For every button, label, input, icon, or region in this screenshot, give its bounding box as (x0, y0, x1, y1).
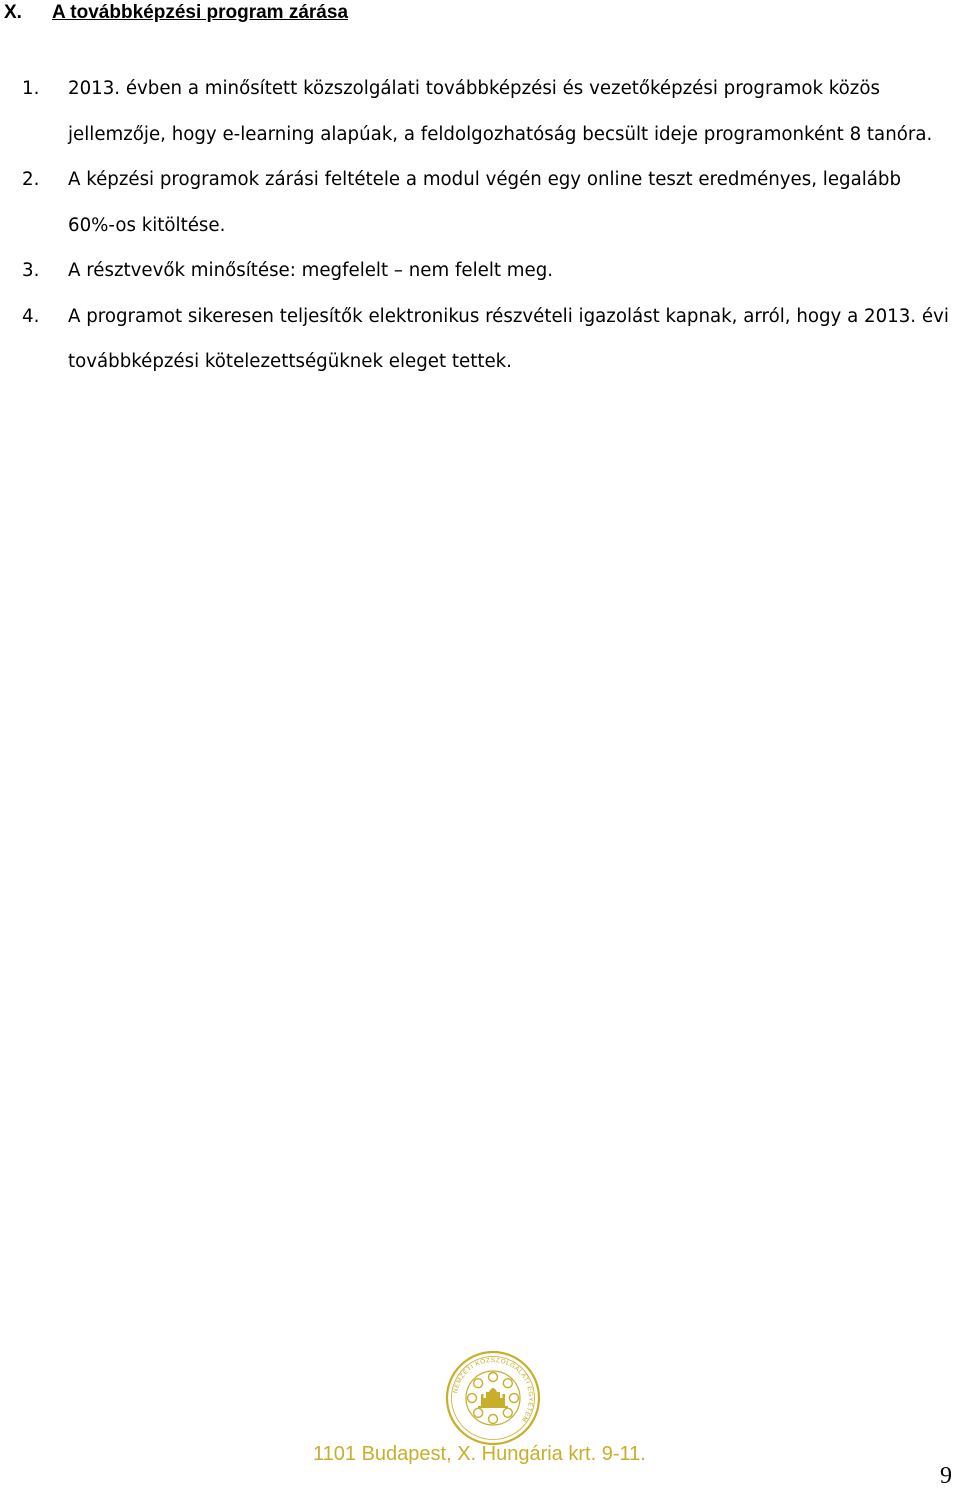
list-item-number: 4. (22, 305, 40, 327)
list-item-text: A résztvevők minősítése: megfelelt – nem felelt meg. (68, 260, 554, 281)
list-item-number: 2. (22, 169, 40, 190)
list-item-text: A képzési programok zárási feltétele a modul végén egy online teszt eredményes, legalább 60%-os kitöltése. (68, 169, 902, 236)
page-number: 9 (940, 1463, 952, 1489)
page-footer (0, 1350, 960, 1490)
numbered-list (22, 66, 952, 385)
section-heading (4, 0, 348, 28)
list-item-text: A programot sikeresen teljesítők elektronikus részvételi igazolást kapnak, arról, hogy a 2013. évi továbbképzési kötelezettségüknek eleget tettek. (68, 305, 949, 372)
list-item (22, 66, 952, 157)
section-number: X. (4, 2, 22, 23)
footer-address: 1101 Budapest, X. Hungária krt. 9-11. (313, 1443, 646, 1465)
list-item-number: 3. (22, 260, 40, 281)
list-item (22, 157, 952, 248)
list-item-text: 2013. évben a minősített közszolgálati továbbképzési és vezetőképzési programok közös jellemzője, hogy e-learning alapúak, a feldolgozhatóság becsült ideje programonként 8 tanóra. (68, 78, 933, 145)
university-seal-logo (445, 1350, 541, 1446)
section-title: A továbbképzési program zárása (52, 2, 349, 23)
list-item (22, 248, 952, 294)
list-item (22, 294, 952, 385)
list-item-number: 1. (22, 78, 40, 99)
seal-lettering: NEMZETI KÖZSZOLGÁLATI EGYETEM (452, 1356, 535, 1424)
